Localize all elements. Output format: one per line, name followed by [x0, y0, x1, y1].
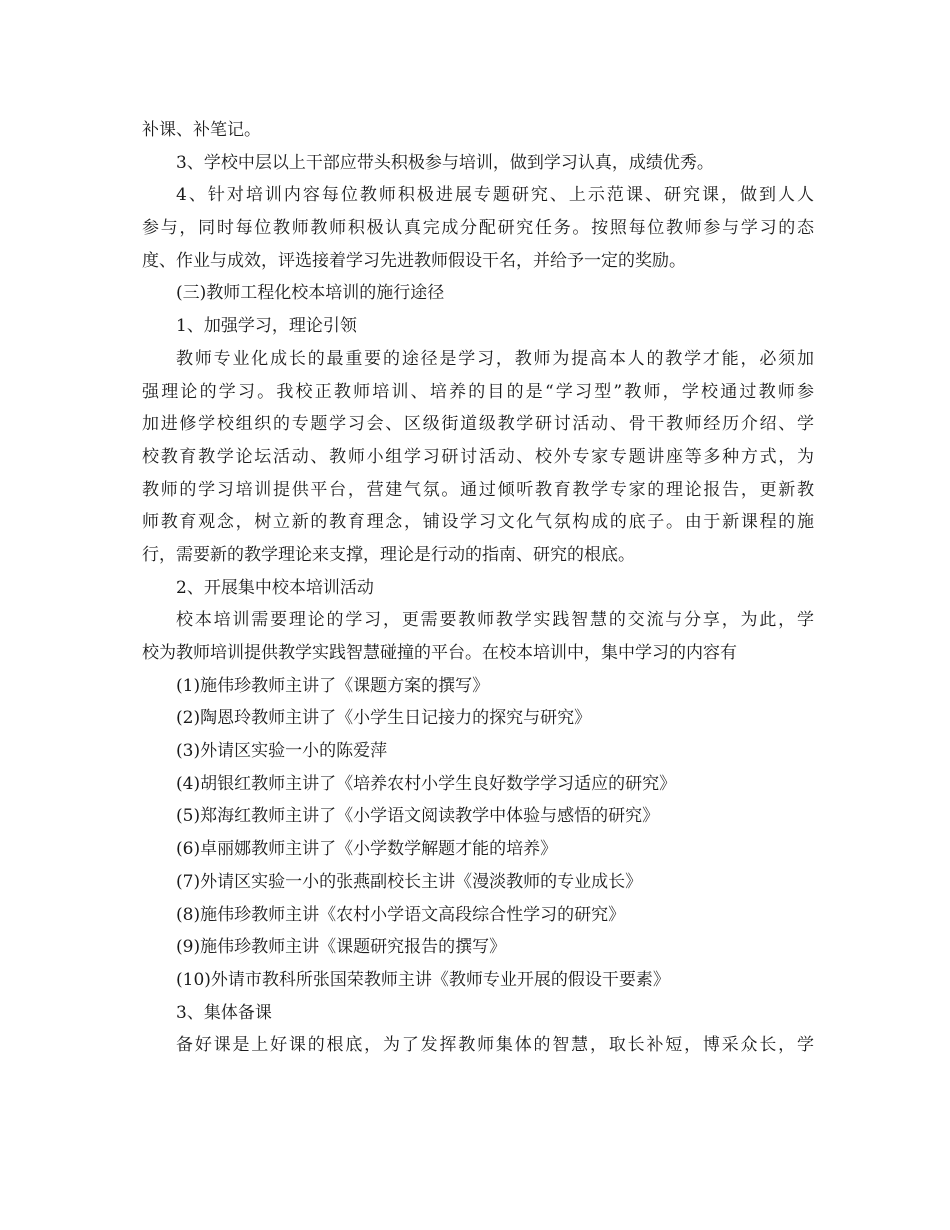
text-line: 2、开展集中校本培训活动	[176, 577, 374, 598]
text-line: (8)施伟珍教师主讲《农村小学语文高段综合性学习的研究》	[176, 904, 626, 925]
text-line: (2)陶恩玲教师主讲了《小学生日记接力的探究与研究》	[176, 708, 592, 729]
text-line: 教师的学习培训提供平台，营建气氛。通过倾听教育教学专家的理论报告，更新教	[142, 479, 814, 500]
text-line: (9)施伟珍教师主讲《课题研究报告的撰写》	[176, 937, 507, 958]
text-line: (3)外请区实验一小的陈爱萍	[176, 741, 388, 762]
text-line: 度、作业与成效，评选接着学习先进教师假设干名，并给予一定的奖励。	[142, 250, 686, 271]
document-body	[142, 114, 814, 1062]
text-line: 师教育观念，树立新的教育理念，铺设学习文化气氛构成的底子。由于新课程的施	[142, 512, 814, 533]
text-line: 参与，同时每位教师教师积极认真完成分配研究任务。按照每位教师参与学习的态	[142, 218, 814, 239]
text-line: 校教育教学论坛活动、教师小组学习研讨活动、校外专家专题讲座等多种方式，为	[142, 446, 814, 467]
text-line: (6)卓丽娜教师主讲了《小学数学解题才能的培养》	[176, 839, 558, 860]
text-line: 补课、补笔记。	[142, 120, 261, 140]
text-line: 行，需要新的教学理论来支撑，理论是行动的指南、研究的根底。	[142, 544, 635, 565]
text-line: 4、针对培训内容每位教师积极进展专题研究、上示范课、研究课，做到人人	[176, 185, 814, 206]
text-line: 加进修学校组织的专题学习会、区级街道级教学研讨活动、骨干教师经历介绍、学	[142, 414, 814, 435]
text-line: 校为教师培训提供教学实践智慧碰撞的平台。在校本培训中，集中学习的内容有	[142, 643, 737, 663]
text-line: (1)施伟珍教师主讲了《课题方案的撰写》	[176, 675, 490, 696]
text-line: 备好课是上好课的根底，为了发挥教师集体的智慧，取长补短，博采众长，学	[176, 1035, 814, 1056]
text-line: 教师专业化成长的最重要的途径是学习，教师为提高本人的教学才能，必须加	[176, 348, 814, 369]
text-line: 强理论的学习。我校正教师培训、培养的目的是“学习型”教师，学校通过教师参	[142, 381, 814, 402]
text-line: (4)胡银红教师主讲了《培养农村小学生良好数学学习适应的研究》	[176, 773, 677, 794]
text-line: 校本培训需要理论的学习，更需要教师教学实践智慧的交流与分享，为此，学	[176, 610, 814, 631]
text-line: (10)外请市教科所张国荣教师主讲《教师专业开展的假设干要素》	[176, 969, 670, 990]
text-line: 3、学校中层以上干部应带头积极参与培训，做到学习认真，成绩优秀。	[176, 152, 714, 173]
text-line: 3、集体备课	[176, 1002, 272, 1023]
text-line: 1、加强学习，理论引领	[176, 316, 357, 337]
text-line: (5)郑海红教师主讲了《小学语文阅读教学中体验与感悟的研究》	[176, 806, 660, 827]
text-line: (7)外请区实验一小的张燕副校长主讲《漫淡教师的专业成长》	[176, 871, 643, 892]
text-line: (三)教师工程化校本培训的施行途径	[176, 283, 445, 304]
